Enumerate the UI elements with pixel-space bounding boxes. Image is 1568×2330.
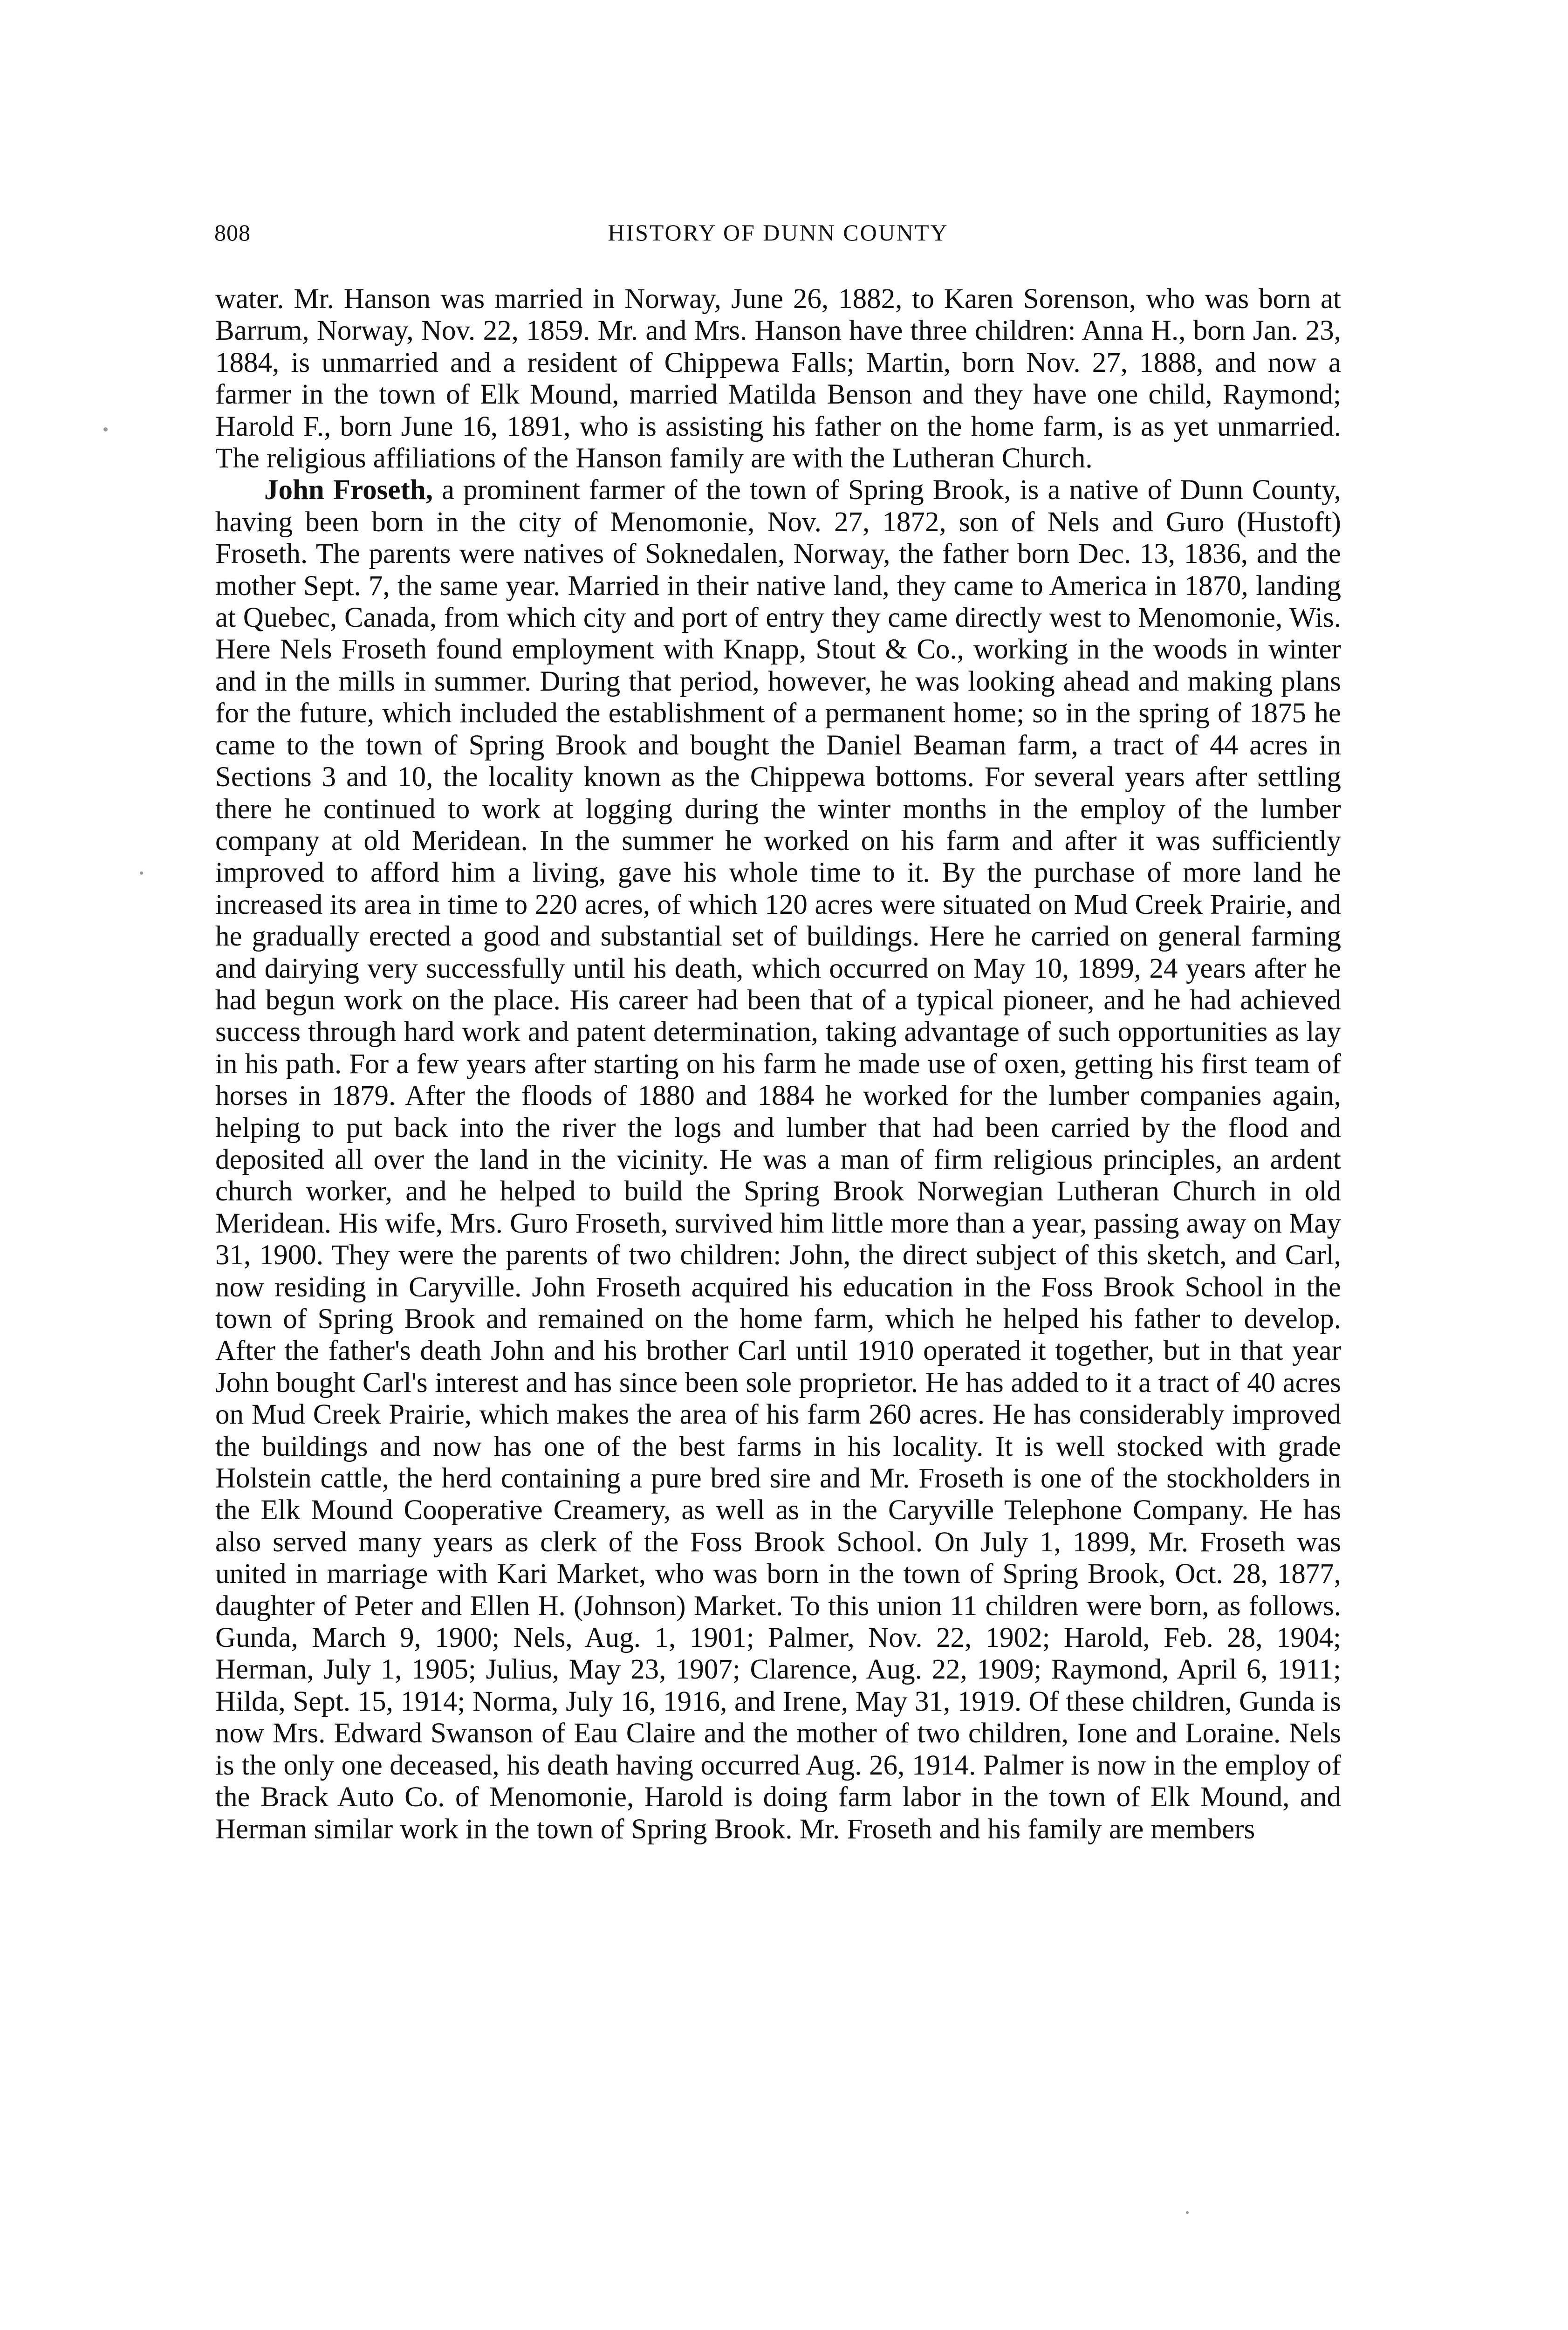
subject-name: John Froseth,	[264, 474, 433, 506]
scan-mark	[1186, 2211, 1189, 2214]
paragraph-froseth	[215, 474, 1341, 1845]
page-header	[214, 219, 1342, 261]
scan-mark	[140, 871, 143, 875]
paragraph-froseth-text: a prominent farmer of the town of Spring Brook, is a native of Dunn County, having been born in the city of Menomonie, Nov. 27, 1872, son of Nels and Guro (Hustoft) Froseth. The parents were natives of Soknedalen, Norway, the father born Dec. 13, 1836, and the mother Sept. 7, the same year. Married in their native land, they came to America in 1870, landing at Quebec, Canada, from which city and port of entry they came directly west to Menomonie, Wis. Here Nels Froseth found employment with Knapp, Stout & Co., working in the woods in winter and in the mills in summer. During that period, however, he was looking ahead and making plans for the future, which included the establishment of a permanent home; so in the spring of 1875 he came to the town of Spring Brook and bought the Daniel Beaman farm, a tract of 44 acres in Sections 3 and 10, the locality known as the Chippewa bottoms. For several years after settling there he continued to work at logging during the winter months in the employ of the lumber company at old Meridean. In the summer he worked on his farm and after it was sufficiently improved to afford him a living, gave his whole time to it. By the purchase of more land he increased its area in time to 220 acres, of which 120 acres were situated on Mud Creek Prairie, and he gradually erected a good and substantial set of buildings. Here he carried on general farming and dairying very successfully until his death, which occurred on May 10, 1899, 24 years after he had begun work on the place. His career had been that of a typical pioneer, and he had achieved success through hard work and patent determination, taking advantage of such opportunities as lay in his path. For a few years after starting on his farm he made use of oxen, getting his first team of horses in 1879. After the floods of 1880 and 1884 he worked for the lumber companies again, helping to put back into the river the logs and lumber that had been carried by the flood and deposited all over the land in the vicinity. He was a man of firm religious principles, an ardent church worker, and he helped to build the Spring Brook Norwegian Lutheran Church in old Meridean. His wife, Mrs. Guro Froseth, survived him little more than a year, passing away on May 31, 1900. They were the parents of two children: John, the direct subject of this sketch, and Carl, now residing in Caryville. John Froseth acquired his education in the Foss Brook School in the town of Spring Brook and remained on the home farm, which he helped his father to develop. After the father's death John and his brother Carl until 1910 operated it together, but in that year John bought Carl's interest and has since been sole proprietor. He has added to it a tract of 40 acres on Mud Creek Prairie, which makes the area of his farm 260 acres. He has considerably improved the buildings and now has one of the best farms in his locality. It is well stocked with grade Holstein cattle, the herd containing a pure bred sire and Mr. Froseth is one of the stockholders in the Elk Mound Cooperative Creamery, as well as in the Caryville Telephone Company. He has also served many years as clerk of the Foss Brook School. On July 1, 1899, Mr. Froseth was united in marriage with Kari Market, who was born in the town of Spring Brook, Oct. 28, 1877, daughter of Peter and Ellen H. (Johnson) Market. To this union 11 children were born, as follows. Gunda, March 9, 1900; Nels, Aug. 1, 1901; Palmer, Nov. 22, 1902; Harold, Feb. 28, 1904; Herman, July 1, 1905; Julius, May 23, 1907; Clarence, Aug. 22, 1909; Raymond, April 6, 1911; Hilda, Sept. 15, 1914; Norma, July 16, 1916, and Irene, May 31, 1919. Of these children, Gunda is now Mrs. Edward Swanson of Eau Claire and the mother of two children, Ione and Loraine. Nels is the only one deceased, his death having occurred Aug. 26, 1914. Palmer is now in the employ of the Brack Auto Co. of Menomonie, Harold is doing farm labor in the town of Elk Mound, and Herman similar work in the town of Spring Brook. Mr. Froseth and his family are members	[215, 474, 1342, 1845]
body-text	[215, 283, 1341, 1845]
page-number: 808	[214, 219, 251, 246]
paragraph-hanson: water. Mr. Hanson was married in Norway, June 26, 1882, to Karen Sorenson, who was born at Barrum, Norway, Nov. 22, 1859. Mr. and Mrs. Hanson have three children: Anna H., born Jan. 23, 1884, is unmarried and a resident of Chippewa Falls; Martin, born Nov. 27, 1888, and now a farmer in the town of Elk Mound, married Matilda Benson and they have one child, Raymond; Harold F., born June 16, 1891, who is assisting his father on the home farm, is as yet unmarried. The religious affiliations of the Hanson family are with the Lutheran Church.	[215, 283, 1341, 474]
scan-mark	[103, 427, 108, 432]
running-title: HISTORY OF DUNN COUNTY	[608, 219, 949, 246]
